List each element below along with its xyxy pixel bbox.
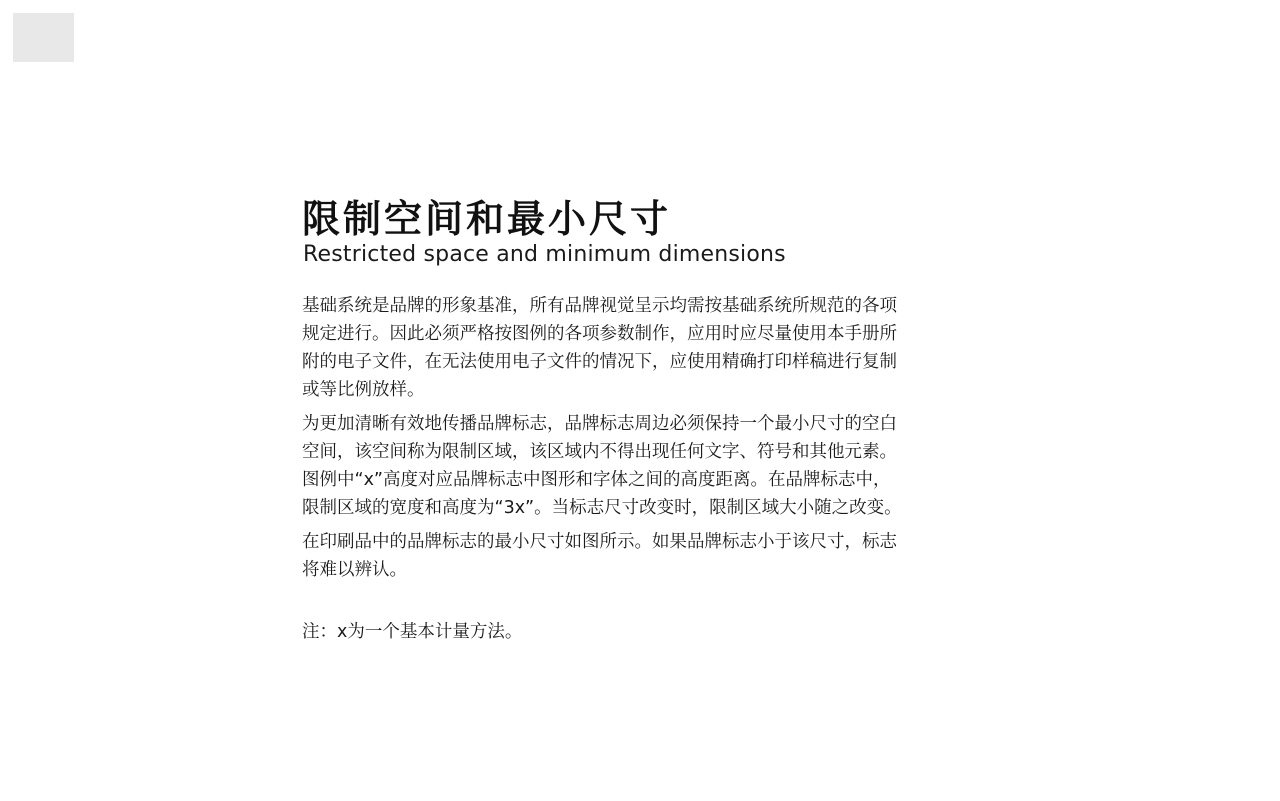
text-line: 限制区域的宽度和高度为“3x”。当标志尺寸改变时，限制区域大小随之改变。: [302, 498, 902, 518]
corner-placeholder-block: [13, 13, 74, 62]
paragraph-standards: [302, 292, 1002, 404]
main-content: [302, 196, 1002, 646]
text-line: 或等比例放样。: [302, 380, 425, 400]
text-line: 为更加清晰有效地传播品牌标志，品牌标志周边必须保持一个最小尺寸的空白: [302, 414, 897, 434]
text-line: 在印刷品中的品牌标志的最小尺寸如图所示。如果品牌标志小于该尺寸，标志: [302, 532, 897, 552]
page-title-chinese: 限制空间和最小尺寸: [302, 197, 672, 241]
note-text: 注：x为一个基本计量方法。: [302, 622, 523, 642]
text-line: 空间，该空间称为限制区域，该区域内不得出现任何文字、符号和其他元素。: [302, 442, 897, 462]
text-line: 将难以辨认。: [302, 560, 407, 580]
text-line: 基础系统是品牌的形象基准，所有品牌视觉呈示均需按基础系统所规范的各项: [302, 296, 897, 316]
text-line: 附的电子文件，在无法使用电子文件的情况下，应使用精确打印样稿进行复制: [302, 352, 897, 372]
page-title-english: Restricted space and minimum dimensions: [303, 242, 786, 267]
body-text: [302, 292, 1002, 646]
paragraph-restricted-space: [302, 410, 1002, 522]
text-line: 规定进行。因此必须严格按图例的各项参数制作，应用时应尽量使用本手册所: [302, 324, 897, 344]
paragraph-minimum-size: [302, 528, 1002, 584]
text-line: 图例中“x”高度对应品牌标志中图形和字体之间的高度距离。在品牌标志中，: [302, 470, 891, 490]
